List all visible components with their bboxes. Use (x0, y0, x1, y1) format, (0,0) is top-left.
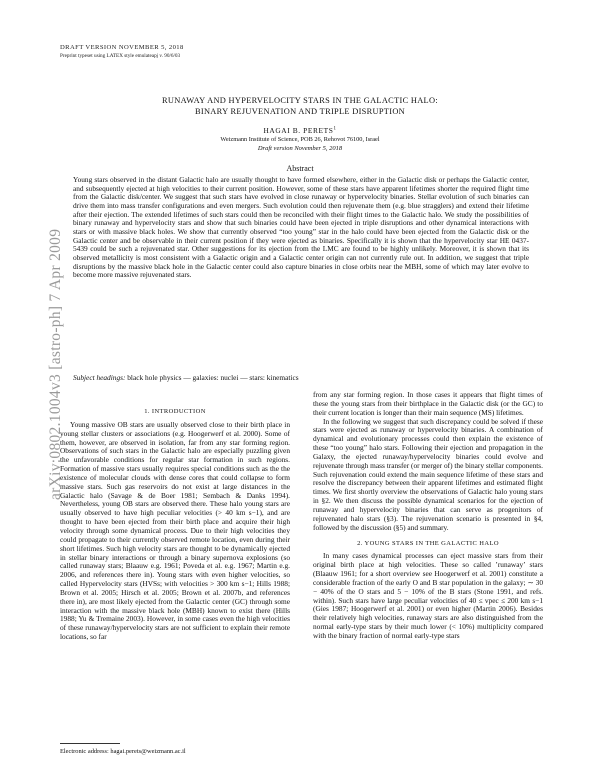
subject-label: Subject headings: (73, 373, 126, 382)
section-1-heading: 1. INTRODUCTION (144, 408, 206, 415)
author-footnote-mark: 1 (333, 126, 337, 132)
author-name: HAGAI B. PERETS (263, 126, 334, 135)
section-2-paragraph-1: In many cases dynamical processes can eject massive stars from their original birth place at high velocities. These so called ’runaway’ stars (Blaauw 1961; for a short overview see Hoogerwerf et al. 2001) constitute a considerable fraction of the early O and B star population in the galaxy; ∼ 30 − 40% of the O stars and 5 − 10% of the B stars (Stone 1991, and refs. within). Such stars have large peculiar velocities of 40 ≤ vpec ≤ 200 km s−1 (Gies 1987; Hoogerwerf et al. 2001) or even higher (Martin 2006). Besides their relatively high velocities, runaway stars are also distinguished from the normal early-type stars by their much lower (< 10%) multiplicity compared with the binary fraction of normal early-type stars (313, 551, 543, 640)
left-column (60, 408, 290, 642)
right-column (313, 391, 543, 641)
intro-paragraph-continued: from any star forming region. In those cases it appears that flight times of these the young stars from their birthplace in the Galactic disk (or the GC) to their current location is longer than their main sequence (MS) lifetimes. (313, 390, 543, 417)
abstract (73, 176, 529, 280)
subject-terms: black hole physics — galaxies: nuclei — stars: kinematics (125, 373, 299, 382)
arxiv-stamp: arXiv:0802.1004v3 [astro-ph] 7 Apr 2009 (47, 228, 64, 500)
title-line-1: RUNAWAY AND HYPERVELOCITY STARS IN THE GALACTIC HALO: (162, 96, 438, 105)
author (60, 126, 540, 135)
footnote-rule (60, 743, 120, 744)
intro-paragraph-1: Young massive OB stars are usually observed close to their birth place in young stellar clusters or associations (e.g. Hoogerwerf et al. 2000). Some of them, however, are observed in isolation, far from any star forming region. Observations of such stars in the Galactic halo are especially puzzling given the unfavorable conditions for regular star formation in such regions. Formation of massive stars usually requires special conditions such as the the existence of molecular clouds with dense cores that could collapse to form massive stars. Such gas reservoirs do not exist at large distances in the Galactic halo (Savage & de Boer 1981; Sembach & Danks 1994). Nevertheless, young OB stars are observed there. These halo young stars are usually observed to have high peculiar velocities (> 40 km s−1), and are thought to have been ejected from their birth place and acquire their high velocity through some dynamical process. Due to their high velocities they could propagate to their currently observed remote location, even during their short lifetimes. Such high velocity stars are thought to be dynamically ejected in stellar binary interactions or through a binary supernova explosions (so called runaway stars; Blaauw e.g. 1961; Poveda et al. e.g. 1967; Martin e.g. 2006, and references there in). Young stars with even higher velocities, so called Hypervelocity stars (HVSs; with velocities > 300 km s−1; Hills 1988; Brown et al. 2005; Hirsch et al. 2005; Brown et al. 2007b, and references there in), are most likely ejected from the Galactic center (GC) through some interaction with the massive black hole (MBH) known to exist there (Hills 1988; Yu & Tremaine 2003). However, in some cases even the high velocities of these runaway/hypervelocity stars are not sufficient to explain their remote locations, so far (60, 419, 290, 642)
abstract-heading: Abstract (286, 164, 314, 173)
subject-headings (73, 373, 529, 382)
preprint-line: Preprint typeset using LATEX style emulateapj v. 90/6/03 (60, 53, 181, 59)
draft-date: Draft version November 5, 2018 (257, 145, 343, 152)
section-2-heading: 2. YOUNG STARS IN THE GALACTIC HALO (357, 539, 499, 547)
title-line-2: BINARY REJUVENATION AND TRIPLE DISRUPTION (194, 106, 406, 116)
draft-version-line: DRAFT VERSION NOVEMBER 5, 2018 (60, 44, 184, 51)
footnote-email: Electronic address: hagai.perets@weizmann.ac.il (60, 748, 186, 755)
abstract-text: Young stars observed in the distant Galactic halo are usually thought to have formed elsewhere, either in the Galactic disk or perhaps the Galactic center, and subsequently ejected at high velocities to their current position. However, some of these stars have apparent lifetimes shorter the required flight time from the Galactic disk/center. We suggest that such stars have evolved in close runaway or hypervelocity binaries. Stellar evolution of such binaries can drive them into mass transfer configurations and even mergers. Such evolution could then rejuvenate them (e.g. blue stragglers) and extend their lifetime after their ejection. The extended lifetimes of such stars could then be reconciled with their flight times to the Galactic halo. We study the possibilities of binary runaway and hypervelocity stars and show that such binaries could have been ejected in triple disruptions and other dynamical interactions with stars or with massive black holes. We show that currently observed “too young” star in the halo could have been ejected from the Galactic disk or the Galactic center and be observable in their current position if they were ejected as binaries. Specifically it is shown that the hypervelocity star HE 0437-5439 could be such a rejuvenated star. Other suggestions for its ejection from the LMC are found to be highly unlikely. Moreover, it is shown that its observed metallicity is most consistent with a Galactic origin and a Galactic center origin can not currently rule out. In addition, we suggest that triple disruptions by the massive black hole in the Galactic center could also capture binaries in close orbits near the MBH, some of which may later evolve to become more massive rejuvenated stars. (73, 175, 529, 280)
affiliation: Weizmann Institute of Science, POB 26, Rehovot 76100, Israel (220, 136, 380, 143)
running-header (60, 44, 184, 60)
paper-title (60, 96, 540, 117)
intro-paragraph-2: In the following we suggest that such discrepancy could be solved if these stars were ejected as runaway or hypervelocity binaries. A combination of dynamical and evolutionary processes could then explain the existence of these “too young” halo stars. Following their ejection and propagation in the Galaxy, the ejected runaway/hypervelocity binaries could evolve and rejuvenate through mass transfer (or merger of) the binary stellar components. Such rejuvenation could extend the main sequence lifetime of these stars and resolve the discrepancy between their apparent lifetimes and estimated flight times. We first shortly overview the observations of Galactic halo young stars in §2. We then discuss the possible dynamical scenarios for the ejection of runaway and hypervelocity binaries that can serve as progenitors of rejuvenated halo stars (§3). The rejuvenation scenario is presented in §4, followed by the discussion (§5) and summary. (313, 416, 543, 532)
